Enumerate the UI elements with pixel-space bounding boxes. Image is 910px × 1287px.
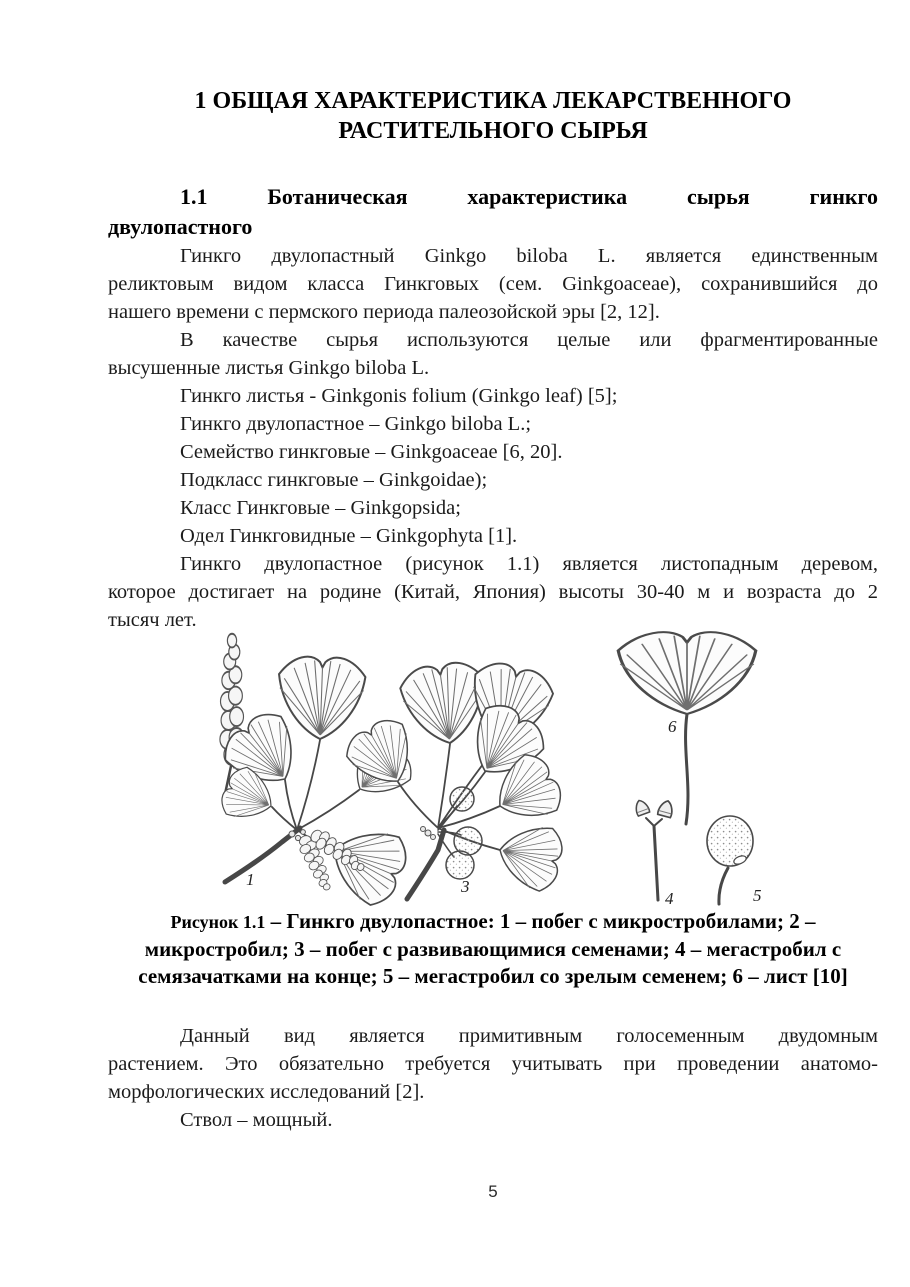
text-line: Класс Гинкговые – Ginkgopsida;: [180, 497, 461, 519]
figure-label-6: 6: [668, 717, 677, 736]
text-line: высушенные листья Ginkgo biloba L.: [108, 357, 430, 379]
text-line: которое достигает на родине (Китай, Япония) высоты 30-40 м и возраста до 2: [108, 581, 878, 603]
figure-caption-text: – Гинкго двулопастное: 1 – побег с микростробилами; 2 –: [265, 909, 816, 933]
text-line: реликтовым видом класса Гинкговых (сем. Ginkgoaceae), сохранившийся до: [108, 273, 878, 295]
title-line-2: РАСТИТЕЛЬНОГО СЫРЬЯ: [338, 118, 648, 144]
figure-part-leaf: [618, 632, 756, 824]
figure-caption-line-1: [108, 908, 878, 936]
figure-caption-number: Рисунок 1.1: [170, 912, 266, 932]
body-text: [108, 242, 878, 634]
figure-part-shoot-with-microstrobili: [216, 656, 419, 911]
figure-part-megastrobilus-seed: [707, 816, 762, 905]
text-line: Ствол – мощный.: [180, 1109, 333, 1131]
title-line-1: 1 ОБЩАЯ ХАРАКТЕРИСТИКА ЛЕКАРСТВЕННОГО: [194, 88, 792, 114]
section-heading: [108, 182, 878, 242]
figure-ginkgo-illustration: [170, 620, 790, 915]
figure-caption: [108, 908, 878, 990]
text-line: В качестве сырья используются целые или фрагментированные: [180, 329, 878, 351]
text-line: морфологических исследований [2].: [108, 1081, 425, 1103]
page-title: [108, 86, 878, 146]
figure-label-4: 4: [665, 889, 674, 908]
text-line: Гинкго двулопастный Ginkgo biloba L. является единственным: [180, 245, 878, 267]
text-line: Семейство гинкговые – Ginkgoaceae [6, 20].: [180, 441, 563, 463]
text-line: Гинкго листья - Ginkgonis folium (Ginkgo leaf) [5];: [180, 385, 618, 407]
figure-label-5: 5: [753, 886, 762, 905]
text-line: растением. Это обязательно требуется учитывать при проведении анатомо-: [108, 1053, 878, 1075]
text-line: нашего времени с пермского периода палеозойской эры [2, 12].: [108, 301, 660, 323]
text-line: Гинкго двулопастное – Ginkgo biloba L.;: [180, 413, 532, 435]
text-line: Одел Гинкговидные – Ginkgophyta [1].: [180, 525, 518, 547]
text-line: Подкласс гинкговые – Ginkgoidae);: [180, 469, 488, 491]
figure-label-3: 3: [461, 877, 470, 896]
body-text-after-figure: [108, 1022, 878, 1134]
section-heading-line-2: двулопастного: [108, 214, 253, 239]
text-line: Гинкго двулопастное (рисунок 1.1) является листопадным деревом,: [180, 553, 878, 575]
text-line: тысяч лет.: [108, 609, 197, 631]
figure-caption-line-2: микростробил; 3 – побег с развивающимися семенами; 4 – мегастробил с: [144, 937, 842, 961]
page-number: 5: [488, 1182, 498, 1201]
figure-caption-line-3: семязачатками на конце; 5 – мегастробил со зрелым семенем; 6 – лист [10]: [138, 964, 848, 988]
figure-label-1: 1: [246, 870, 255, 889]
section-heading-line-1: 1.1 Ботаническая характеристика сырья гинкго: [180, 184, 878, 209]
text-line: Данный вид является примитивным голосеменным двудомным: [180, 1025, 878, 1047]
figure-part-megastrobilus-ovules: [633, 798, 674, 908]
